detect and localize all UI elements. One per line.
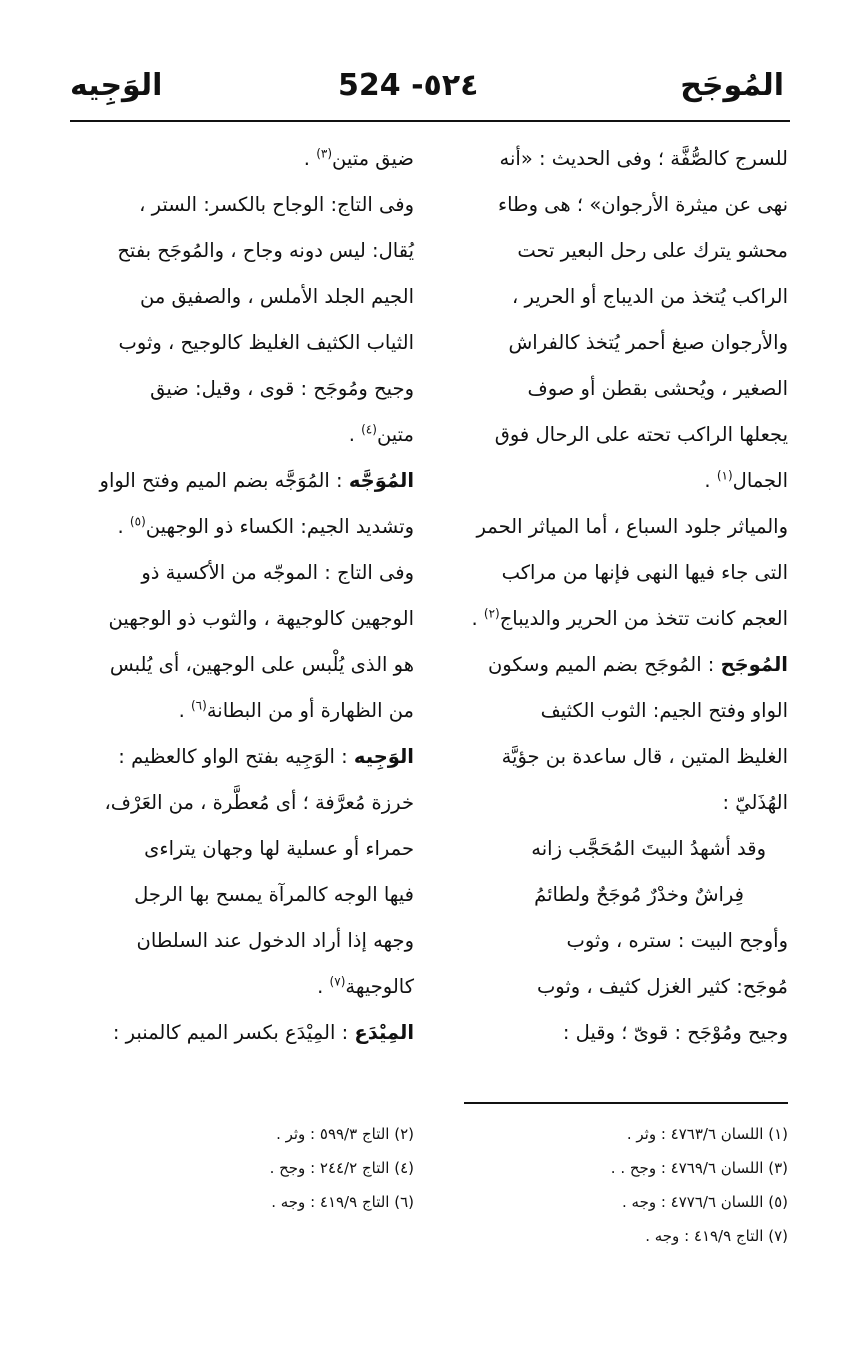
text-line: هو الذى يُلْبس على الوجهين، أى يُلبس [109,653,414,676]
entry-line [78,458,414,504]
entry-definition: : المُوَجَّه بضم الميم وفتح الواو [99,469,349,492]
footnote-ref: (٥) [129,514,146,529]
text-line-part: من الظهارة أو من البطانة [206,699,414,722]
text-line: يجعلها الراكب تحته على الرحال فوق [494,423,788,446]
text-line-part: الجمال [732,469,788,492]
text-line: الثياب الكثيف الغليظ كالوجيح ، وثوب [118,331,414,354]
footnote-ref: (٤) [361,422,377,437]
left-column [78,136,414,1056]
footnote: (٦) التاج ٤١٩/٩ : وجه . [271,1193,414,1211]
text-line-part: كالوجيهة [345,975,414,998]
text-line: الوجهين كالوجيهة ، والثوب ذو الوجهين [108,607,414,630]
text-line: الجيم الجلد الأملس ، والصفيق من [139,285,414,308]
text-line: الهُذَليّ : [722,791,788,814]
text-line: وجيح ومُوجَح : قوى ، وقيل: ضيق [150,377,414,400]
text-line: الصغير ، ويُحشى بقطن أو صوف [527,377,788,400]
entry-headword: الوَجِيه [353,745,414,768]
text-line: وجيح ومُوْجَح : قوىّ ؛ وقيل : [562,1021,788,1044]
text-line-part: العجم كانت تتخذ من الحرير والديباج [499,607,788,630]
text-line: نهى عن ميثرة الأرجوان» ؛ هى وطاء [497,193,788,216]
header-rule [70,120,790,122]
entry-line [78,1010,414,1056]
poem-verse-1: وقد أشهدُ البيتَ المُحَجَّب زانه [531,837,766,860]
entry-headword: المِيْدَع [354,1021,414,1044]
entry-line [78,734,414,780]
running-headword-right: المُوجَح [680,68,784,103]
text-line: الواو وفتح الجيم: الثوب الكثيف [540,699,788,722]
entry-definition: : المُوجَح بضم الميم وسكون [487,653,721,676]
footnote: (٣) اللسان ٤٧٦٩/٦ : وجح . . [610,1159,788,1177]
text-line: الراكب يُتخذ من الديباج أو الحرير ، [511,285,788,308]
entry-line [452,642,788,688]
text-line: مُوجَح: كثير الغزل كثيف ، وثوب [536,975,788,998]
text-line: من الظهارة أو من البطانة$^{(٦)}$ . [178,698,414,722]
footnote-ref: (٣) [316,146,333,161]
text-line: حمراء أو عسلية لها وجهان يتراءى [144,837,414,860]
text-line: ضيق متين$^{(٣)}$ . [303,146,414,170]
text-line: التى جاء فيها النهى فإنها من مراكب [501,561,788,584]
text-line: متين$^{(٤)}$ . [348,422,414,446]
footnote: (٤) التاج ٢٤٤/٢ : وجح . [269,1159,414,1177]
entry-definition: : الوَجِيه بفتح الواو كالعظيم : [118,745,354,768]
footnote-ref: (١) [716,468,733,483]
text-line: الجمال$^{(١)}$ . [704,468,788,492]
text-line: وأوجح البيت : ستره ، وثوب [566,929,788,952]
footnotes-right [452,1117,788,1253]
text-line: للسرج كالصُّفَّة ؛ وفى الحديث : «أنه [499,147,788,170]
footnotes-left [78,1117,414,1219]
footnote-ref: (٢) [483,606,500,621]
text-line: وفى التاج : الموجّه من الأكسية ذو [141,561,414,584]
text-line: والمياثر جلود السباع ، أما المياثر الحمر [476,515,788,538]
footnote-ref: (٧) [329,974,346,989]
running-headword-left: الوَجِيه [70,68,163,103]
entry-headword: المُوجَح [720,653,788,676]
text-line: يُقال: ليس دونه وجاح ، والمُوجَح بفتح [117,239,414,262]
entry-definition: : المِيْدَع بكسر الميم كالمنبر : [112,1021,355,1044]
text-line: والأرجوان صبغ أحمر يُتخذ كالفراش [508,331,788,354]
text-line: وجهه إذا أراد الدخول عند السلطان [136,929,414,952]
text-line-part: ضيق متين [332,147,414,170]
text-line: كالوجيهة$^{(٧)}$ . [317,974,414,998]
poem-verse-2: فِراشٌ وخدْرٌ مُوجَحٌ ولطائمُ [534,883,744,906]
text-line: خرزة مُعرَّفة ؛ أى مُعطَّرة ، من العَرْف، [104,791,414,814]
footnote: (٥) اللسان ٤٧٧٦/٦ : وجه . [621,1193,788,1211]
text-line: الغليظ المتين ، قال ساعدة بن جؤيَّة [501,745,788,768]
text-line: محشو يترك على رحل البعير تحت [517,239,788,262]
text-line: وفى التاج: الوجاح بالكسر: الستر ، [139,193,414,216]
text-line: وتشديد الجيم: الكساء ذو الوجهين$^{(٥)}$ . [117,514,414,538]
text-line-part: متين [376,423,414,446]
entry-headword: المُوَجَّه [348,469,414,492]
footnote: (٢) التاج ٥٩٩/٣ : وثر . [276,1125,414,1143]
footnote: (١) اللسان ٤٧٦٣/٦ : وثر . [626,1125,788,1143]
text-line-part: وتشديد الجيم: الكساء ذو الوجهين [145,515,414,538]
text-line: فيها الوجه كالمرآة يمسح بها الرجل [134,883,414,906]
footnote-ref: (٦) [190,698,207,713]
page-number: 524 -٥٢٤ [338,68,479,103]
text-line: العجم كانت تتخذ من الحرير والديباج$^{(٢)}$ . [471,606,788,630]
footnote-rule [464,1102,788,1104]
right-column [452,136,788,1056]
footnote: (٧) التاج ٤١٩/٩ : وجه . [645,1227,788,1245]
